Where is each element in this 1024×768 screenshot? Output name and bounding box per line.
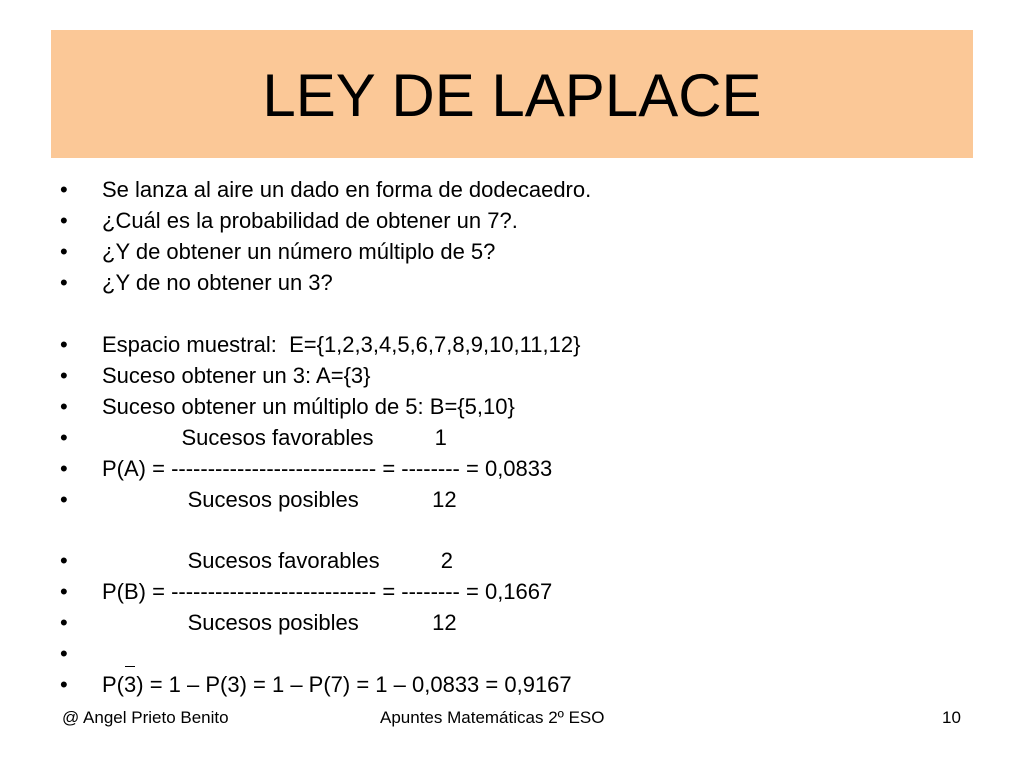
slide-title: LEY DE LAPLACE: [262, 62, 762, 129]
bullet-text: ¿Y de no obtener un 3?: [102, 270, 333, 295]
fraction-numerator-a: Sucesos favorables 1: [102, 425, 447, 450]
bullet-text: Suceso obtener un 3: A={3}: [102, 363, 371, 388]
title-banner: [51, 30, 973, 158]
bullet-text: Espacio muestral: E={1,2,3,4,5,6,7,8,9,10,11,12}: [102, 332, 581, 357]
bullet-text: Se lanza al aire un dado en forma de dodecaedro.: [102, 177, 592, 202]
footer-page-number: 10: [942, 708, 961, 727]
bullet-text: ¿Cuál es la probabilidad de obtener un 7?.: [102, 208, 518, 233]
probability-formula-a: P(A) = ---------------------------- = -------- = 0,0833: [102, 456, 553, 481]
complement-probability-formula: P(3) = 1 – P(3) = 1 – P(7) = 1 – 0,0833 = 0,9167: [102, 672, 572, 697]
probability-formula-b: P(B) = ---------------------------- = -------- = 0,1667: [102, 579, 553, 604]
fraction-numerator-b: Sucesos favorables 2: [102, 548, 453, 573]
fraction-denominator-b: Sucesos posibles 12: [102, 610, 457, 635]
bullet-text: ¿Y de obtener un número múltiplo de 5?: [102, 239, 496, 264]
bullet-text: Suceso obtener un múltiplo de 5: B={5,10}: [102, 394, 515, 419]
overlined-event: 3: [124, 672, 137, 697]
fraction-denominator-a: Sucesos posibles 12: [102, 487, 457, 512]
footer-author: @ Angel Prieto Benito: [62, 708, 229, 727]
footer-course: Apuntes Matemáticas 2º ESO: [380, 708, 605, 727]
